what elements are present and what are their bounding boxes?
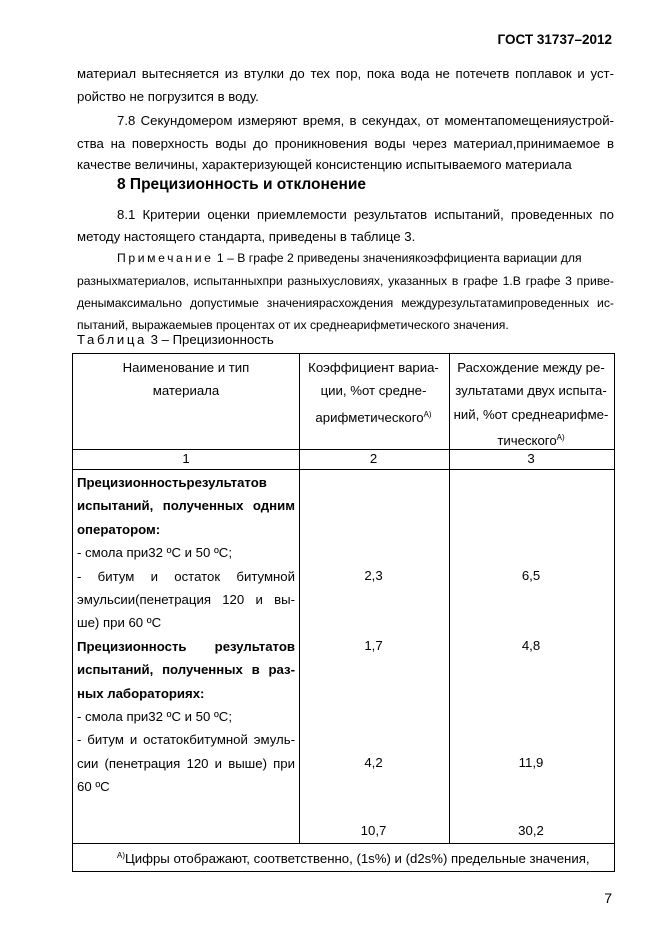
col3-header-line-3: ний, %от среднеарифме-	[453, 406, 609, 422]
group-operator	[77, 471, 295, 799]
value-col3-3: 11,9	[518, 755, 544, 770]
table-caption-text: 3 – Прецизионность	[150, 332, 274, 347]
clause-7-8-line-2: ства на поверхность воды до проникновения воды через материал,принимаемое в	[77, 136, 614, 151]
footnote-mark: А)	[117, 851, 125, 860]
note-label: Примечание	[117, 251, 214, 265]
footnote-text: Цифры отображают, соответственно, (1s%) и (d2s%) предельные значения,	[125, 851, 590, 866]
value-col3-4: 30,2	[518, 823, 544, 838]
group2-item-2-line-2: сии (пенетрация 120 и выше) при	[77, 755, 295, 771]
footnote-mark: А)	[423, 409, 432, 419]
value-col2-2: 1,7	[364, 638, 383, 653]
value-col2-3: 4,2	[364, 755, 383, 770]
col-divider-1	[299, 354, 300, 843]
note-line-4: пытаний, выражаемыев процентах от их среднеарифметического значения.	[77, 318, 509, 332]
col2-header-line-3: арифметического$^{А)}$	[315, 409, 432, 425]
table-caption	[77, 332, 274, 347]
note-line-3: денымаксимально допустимые значениярасхождения междурезультатамипроведенных ис-	[77, 296, 614, 310]
group1-title-1: Прецизионностьрезультатов	[77, 475, 267, 490]
group2-title-3: ных лабораториях:	[77, 685, 205, 701]
intro-line-2: ройство не погрузится в воду.	[77, 89, 259, 104]
value-col3-2: 4,8	[521, 638, 541, 653]
clause-7-8-line-3: качестве величины, характеризующей консистенцию испытываемого материала	[77, 157, 572, 172]
col3-header	[451, 356, 611, 453]
group1-title-2: испытаний, полученных одним	[77, 498, 295, 514]
group2-title-2: испытаний, полученных в раз-	[77, 662, 295, 678]
group1-item-2-line-1: - битум и остаток битумной	[77, 568, 295, 584]
group1-item-2-line-2: эмульсии(пенетрация 120 и вы-	[77, 592, 295, 608]
group2-item-1: - смола при32 ºС и 50 ºС;	[77, 709, 232, 725]
col1-header-line-1: Наименование и тип	[122, 360, 250, 375]
value-col2-4: 10,7	[360, 823, 387, 838]
table-footnote	[117, 844, 611, 870]
group2-item-2-line-3: 60 ºС	[77, 779, 110, 795]
note-line-1	[117, 251, 614, 265]
document-code: ГОСТ 31737–2012	[497, 32, 612, 47]
note-line-2: разныхматериалов, испытанныхпри разныхусловиях, указанных в графе 1.В графе 3 приве-	[77, 274, 614, 288]
col2-header	[301, 356, 446, 429]
col-number-3: 3	[527, 451, 535, 466]
note-text-1: 1 – В графе 2 приведены значениякоэффициента вариации для	[213, 251, 582, 265]
col1-header	[77, 356, 295, 403]
row-divider-numbers	[73, 469, 614, 470]
section-heading: 8 Прецизионность и отклонение	[117, 176, 367, 193]
col1-header-line-2: материала	[152, 383, 220, 399]
footnote-mark: А)	[556, 433, 565, 443]
clause-7-8-line-1: 7.8 Секундомером измеряют время, в секундах, от моментапомещенияустрой-	[117, 113, 614, 128]
col3-header-line-4: тического$^{А)}$	[497, 433, 565, 449]
table-caption-label: Таблица	[77, 332, 147, 347]
page-number: 7	[604, 890, 612, 906]
clause-8-1-line-2: методу настоящего стандарта, приведены в таблице 3.	[77, 229, 416, 244]
intro-line-1: материал вытесняется из втулки до тех пор, пока вода не потечетв поплавок и уст-	[77, 66, 614, 81]
col-number-1: 1	[182, 451, 190, 466]
col-divider-2	[449, 354, 450, 843]
col2-header-line-2: ции, %от средне-	[320, 383, 427, 399]
group2-title-1: Прецизионность результатов	[77, 638, 295, 654]
clause-8-1-line-1: 8.1 Критерии оценки приемлемости результатов испытаний, проведенных по	[117, 207, 614, 222]
group2-item-2-line-1: - битум и остатокбитумной эмуль-	[77, 732, 295, 748]
col3-header-line-1: Расхождение между ре-	[457, 360, 605, 375]
col2-header-line-1: Коэффициент вариа-	[308, 360, 439, 375]
group1-item-2-line-3: ше) при 60 ºС	[77, 615, 162, 631]
precision-table	[72, 353, 615, 872]
value-col2-1: 2,3	[364, 568, 383, 583]
col3-header-line-2: зультатами двух испыта-	[455, 383, 607, 399]
group1-item-1: - смола при32 ºС и 50 ºС;	[77, 545, 232, 561]
value-col3-1: 6,5	[521, 568, 541, 583]
group1-title-3: оператором:	[77, 521, 161, 537]
col-number-2: 2	[369, 451, 378, 466]
